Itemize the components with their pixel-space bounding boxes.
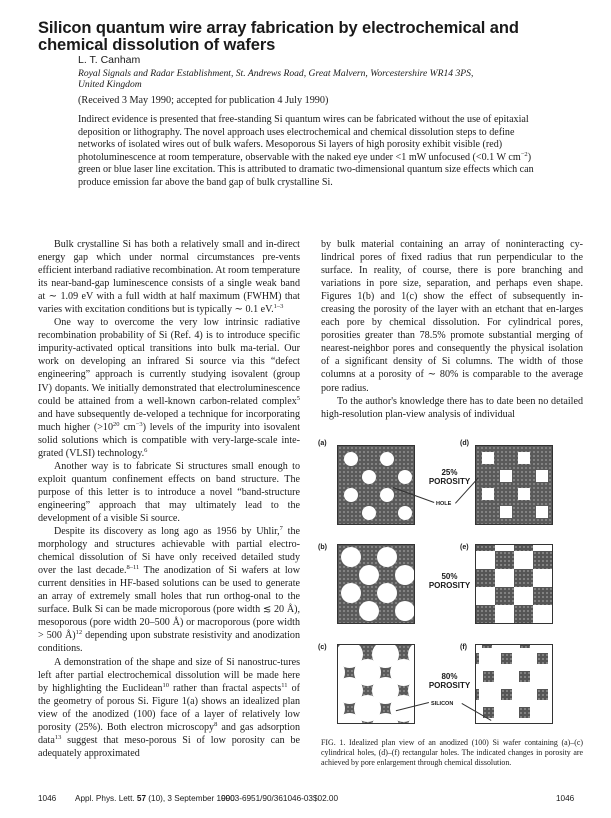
pore-hole: [536, 470, 548, 482]
panel-c-cylindrical-80: [337, 644, 415, 724]
abstract-text-1: Indirect evidence is presented that free-standing Si quantum wires can be fabricated without the use of epitaxial deposition or lithography. The novel approach uses electrochemical and chemical dissolution steps to define networks of isolated wires out of bulk wafers. Mesoporous Si layers of high porosity exhibit visible (red) photoluminescence at room temperature, observable with the naked eye under <1 mW unfocused (<0.1 W cm: [78, 114, 529, 163]
panel-label-b: (b): [318, 544, 327, 551]
citation: 8–11: [126, 564, 140, 572]
page-number-right: 1046: [556, 794, 575, 803]
citation: 7: [279, 525, 283, 533]
exponent: 20: [113, 420, 120, 428]
pore-hole: [359, 601, 379, 621]
pore-hole: [398, 470, 412, 484]
body-column-right: [321, 238, 583, 421]
citation: 6: [144, 446, 148, 454]
pore-hole: [377, 547, 397, 567]
silicon-column: [514, 569, 533, 587]
panel-f-rectangular-80: [475, 644, 553, 724]
silicon-column: [519, 671, 530, 682]
silicon-column: [537, 689, 548, 700]
pore-hole: [518, 452, 530, 464]
pore-hole: [500, 470, 512, 482]
panel-b-cylindrical-50: [337, 544, 415, 624]
pore-hole: [395, 565, 415, 585]
silicon-column: [537, 653, 548, 664]
silicon-column: [514, 605, 533, 623]
citation: 5: [296, 394, 300, 402]
silicon-column: [483, 671, 494, 682]
porosity-label-50: 50% POROSITY: [428, 572, 471, 590]
pore-hole: [359, 565, 379, 585]
silicon-column: [495, 587, 514, 605]
citation: 8: [214, 720, 218, 728]
citation: 10: [162, 681, 169, 689]
pore-hole: [500, 506, 512, 518]
panel-label-e: (e): [460, 544, 469, 551]
paragraph-continued: by bulk material containing an array of noninteracting cy-lindrical pores of fixed radius that run perpendicular to the surface. In reality, of course, there is pore branching and variations in pore size, separation, and perhaps even shape. Figures 1(b) and 1(c) show the effect of subsequently in-creasing the porosity of the layer with an etchant that en-larges each pore by chemical dissolution. For cylindrical pores, porosities greater than 78.5% promote substantial merging of nearest-neighbor pores and consequently the physical isolation of a significant density of Si columns. The width of those columns at a porosity of ∼ 80% is comparable to the average pore radius.: [321, 239, 583, 394]
silicon-column: [501, 689, 512, 700]
citation: 11: [281, 681, 288, 689]
silicon-label: SILICON: [431, 701, 454, 707]
panel-label-f: (f): [460, 644, 467, 651]
page-number-left: 1046: [38, 794, 57, 803]
silicon-column: [520, 645, 530, 648]
pore-hole: [380, 452, 394, 466]
paragraph-2: One way to overcome the very low intrinsic radiative recombination probability of Si (Ref. 4) is to introduce specific impurity-activated optical transitions into bulk ma-terial. Our work on developing an infrared Si source via this “defect engineering” approach is currently studying isovalent (group IV) dopants. We initially demonstrated that electroluminescence could be attained from a well-known carbon-related complex$^5$ and have subsequently de-veloped a technique for incorporating much higher ($>10^{20}$ $cm^{-3}$) levels of the impurity into isovalent solid solutions which is compatible with very-large-scale inte-grated (VLSI) technology.$^6$: [38, 317, 301, 459]
panel-label-d: (d): [460, 440, 469, 447]
citation: 12: [75, 629, 83, 637]
silicon-column: [501, 653, 512, 664]
silicon-column: [476, 689, 479, 700]
panel-label-a: (a): [318, 440, 327, 447]
silicon-column: [476, 569, 495, 587]
paragraph-4: Despite its discovery as long ago as 1956 by Uhlir,$^7$ the morphology and structures achievable with partial electro-chemical dissolution of Si have only received detailed study over the last decade.$^{8-11}$ The anodization of Si wafers at low current densities in HF-based solutions can be used to generate an array of extremely small holes that run orthog-onal to the surface. Bulk Si can be made microporous (pore width ≲ 20 Å), mesoporous (pore width 20–500 Å) or macroporous (pore width > 500 Å)$^{12}$ depending upon substrate resistivity and anodization conditions.: [38, 525, 300, 655]
silicon-column: [482, 645, 492, 648]
silicon-column: [533, 587, 552, 605]
porosity-label-80: 80% POROSITY: [428, 672, 471, 690]
paragraph-5: A demonstration of the shape and size of Si nanostruc-tures left after partial electrochemical dissolution will be made here by highlighting the Euclidean$^{10}$ rather than fractal aspects$^{11}$ of the geometry of porous Si. Figure 1(a) shows an idealized plan view of the anodized (100) face of a layer of relatively low porosity (25%). Both electron microscopy$^8$ and gas adsorption data$^{13}$ suggest that meso-porous Si of low porosity can be adequately approximated: [38, 656, 301, 759]
affiliation-line-1: Royal Signals and Radar Establishment, St. Andrews Road, Great Malvern, Worcestershire WR14 3PS,: [78, 68, 474, 79]
silicon-column: [519, 707, 530, 718]
paper-title: Silicon quantum wire array fabrication by electrochemical and chemical dissolution of wafers: [38, 19, 519, 54]
silicon-column: [514, 545, 533, 551]
pore-hole: [398, 506, 412, 520]
pore-hole: [341, 583, 361, 603]
abstract-superscript: −2: [520, 150, 528, 158]
figure-1: [310, 430, 600, 730]
silicon-column: [476, 545, 495, 551]
pore-hole: [518, 488, 530, 500]
citation: 13: [54, 733, 62, 741]
affiliation-line-2: United Kingdom: [78, 79, 142, 90]
journal-code: 0003-6951/90/361046-03$02.00: [221, 794, 339, 803]
silicon-column: [476, 605, 495, 623]
figure-caption: FIG. 1. Idealized plan view of an anodized (100) Si wafer containing (a)–(c) cylindrical holes, (d)–(f) rectangular holes. The indicated changes in porosity are achieved by pore enlargement through chemical dissolution.: [321, 738, 583, 767]
panel-a-cylindrical-25: [337, 445, 415, 525]
porosity-label-25: 25% POROSITY: [428, 468, 471, 486]
silicon-column: [533, 551, 552, 569]
journal-citation: Appl. Phys. Lett. 57 (10), 3 September 1990: [75, 794, 235, 803]
pore-hole: [362, 506, 376, 520]
author-affiliation: [78, 68, 578, 90]
body-column-left: [38, 238, 300, 760]
hole-label: HOLE: [436, 501, 452, 507]
received-dates: (Received 3 May 1990; accepted for publication 4 July 1990): [78, 95, 329, 106]
pore-hole: [341, 547, 361, 567]
exponent: −3: [135, 420, 143, 428]
pore-hole: [362, 470, 376, 484]
paragraph-3: Another way is to fabricate Si structures small enough to exploit quantum confinement effects on band structure. The purpose of this letter is to introduce a novel “band-structure engineering” approach that may ultimately lead to the development of a visible Si source.: [38, 460, 300, 524]
pore-hole: [536, 506, 548, 518]
author-name: L. T. Canham: [78, 54, 141, 66]
pore-hole: [380, 488, 394, 502]
panel-d-rectangular-25: [475, 445, 553, 525]
abstract: [78, 114, 548, 190]
panel-e-rectangular-50: [475, 544, 553, 624]
silicon-column: [476, 653, 479, 664]
paragraph-next: To the author's knowledge there has to date been no detailed high-resolution plan-view analysis of individual: [321, 395, 583, 420]
pore-hole: [344, 488, 358, 502]
pore-hole: [344, 452, 358, 466]
pore-hole: [377, 583, 397, 603]
pore-hole: [482, 452, 494, 464]
citation: 1–3: [273, 303, 284, 311]
silicon-column: [495, 551, 514, 569]
pore-hole: [395, 601, 415, 621]
paragraph-1: Bulk crystalline Si has both a relatively small and in-direct energy gap which under normal circumstances pre-vents efficient interband radiative recombination. At room temperature its near-band-gap luminescence consists of a single weak band at ∼ 1.09 eV with a full width at half maximum (FWHM) that varies with excitation conditions but is typically ∼ 0.1 eV.$^{1-3}$: [38, 239, 300, 316]
abstract-text-2: ) green or blue laser line excitation. This is attributed to dramatic two-dimensional quantum size effects which can produce emission far above the band gap of bulk crystalline Si.: [78, 151, 534, 188]
panel-label-c: (c): [318, 644, 327, 651]
pore-hole: [482, 488, 494, 500]
